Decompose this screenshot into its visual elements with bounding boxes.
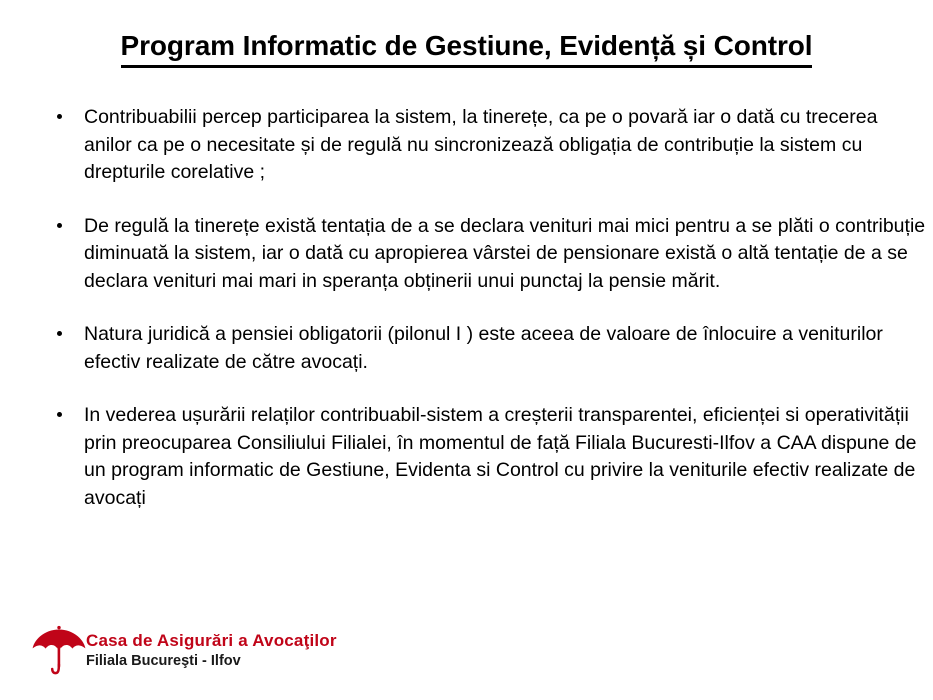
bullet-text: Contribuabilii percep participarea la sistem, la tinerețe, ca pe o povară iar o dată cu trecerea anilor ca pe o necesitate și de regulă nu sincronizează obligația de contribuție la sistem cu drepturile corelative ; xyxy=(84,106,878,183)
bullet-dot-icon xyxy=(57,412,62,417)
page-title: Program Informatic de Gestiune, Evidență și Control xyxy=(121,30,813,68)
bullet-text: De regulă la tinerețe există tentația de a se declara venituri mai mici pentru a se plăti o contribuție diminuată la sistem, iar o dată cu apropierea vârstei de pensionare există o altă tentație de a se declara venituri mai mari in speranța obținerii unui punctaj la pensie mărit. xyxy=(84,214,926,292)
logo-organization-name: Casa de Asigurări a Avocaţilor xyxy=(86,631,337,650)
logo-text-block xyxy=(86,630,337,671)
umbrella-icon xyxy=(28,620,90,682)
bullet-list xyxy=(52,104,927,512)
bullet-dot-icon xyxy=(57,223,62,228)
list-item xyxy=(52,402,927,512)
bullet-text: In vederea ușurării relaților contribuabil-sistem a creșterii transparentei, eficienței si operativității prin preocuparea Consiliului Filialei, în momentul de față Filiala Bucuresti-Ilfov a CAA dispune de un program informatic de Gestiune, Evidenta si Control cu privire la veniturile efectiv realizate de avocați xyxy=(84,404,917,509)
bullet-text: Natura juridică a pensiei obligatorii (pilonul I ) este aceea de valoare de înlocuire a veniturilor efectiv realizate de către avocați. xyxy=(84,323,883,373)
bullet-dot-icon xyxy=(57,114,62,119)
logo-branch-name: Filiala Bucureşti - Ilfov xyxy=(86,653,241,669)
list-item xyxy=(52,104,927,187)
list-item xyxy=(52,213,927,296)
organization-logo xyxy=(28,616,337,688)
page-title-container xyxy=(0,30,933,68)
list-item xyxy=(52,321,927,376)
bullet-dot-icon xyxy=(57,331,62,336)
